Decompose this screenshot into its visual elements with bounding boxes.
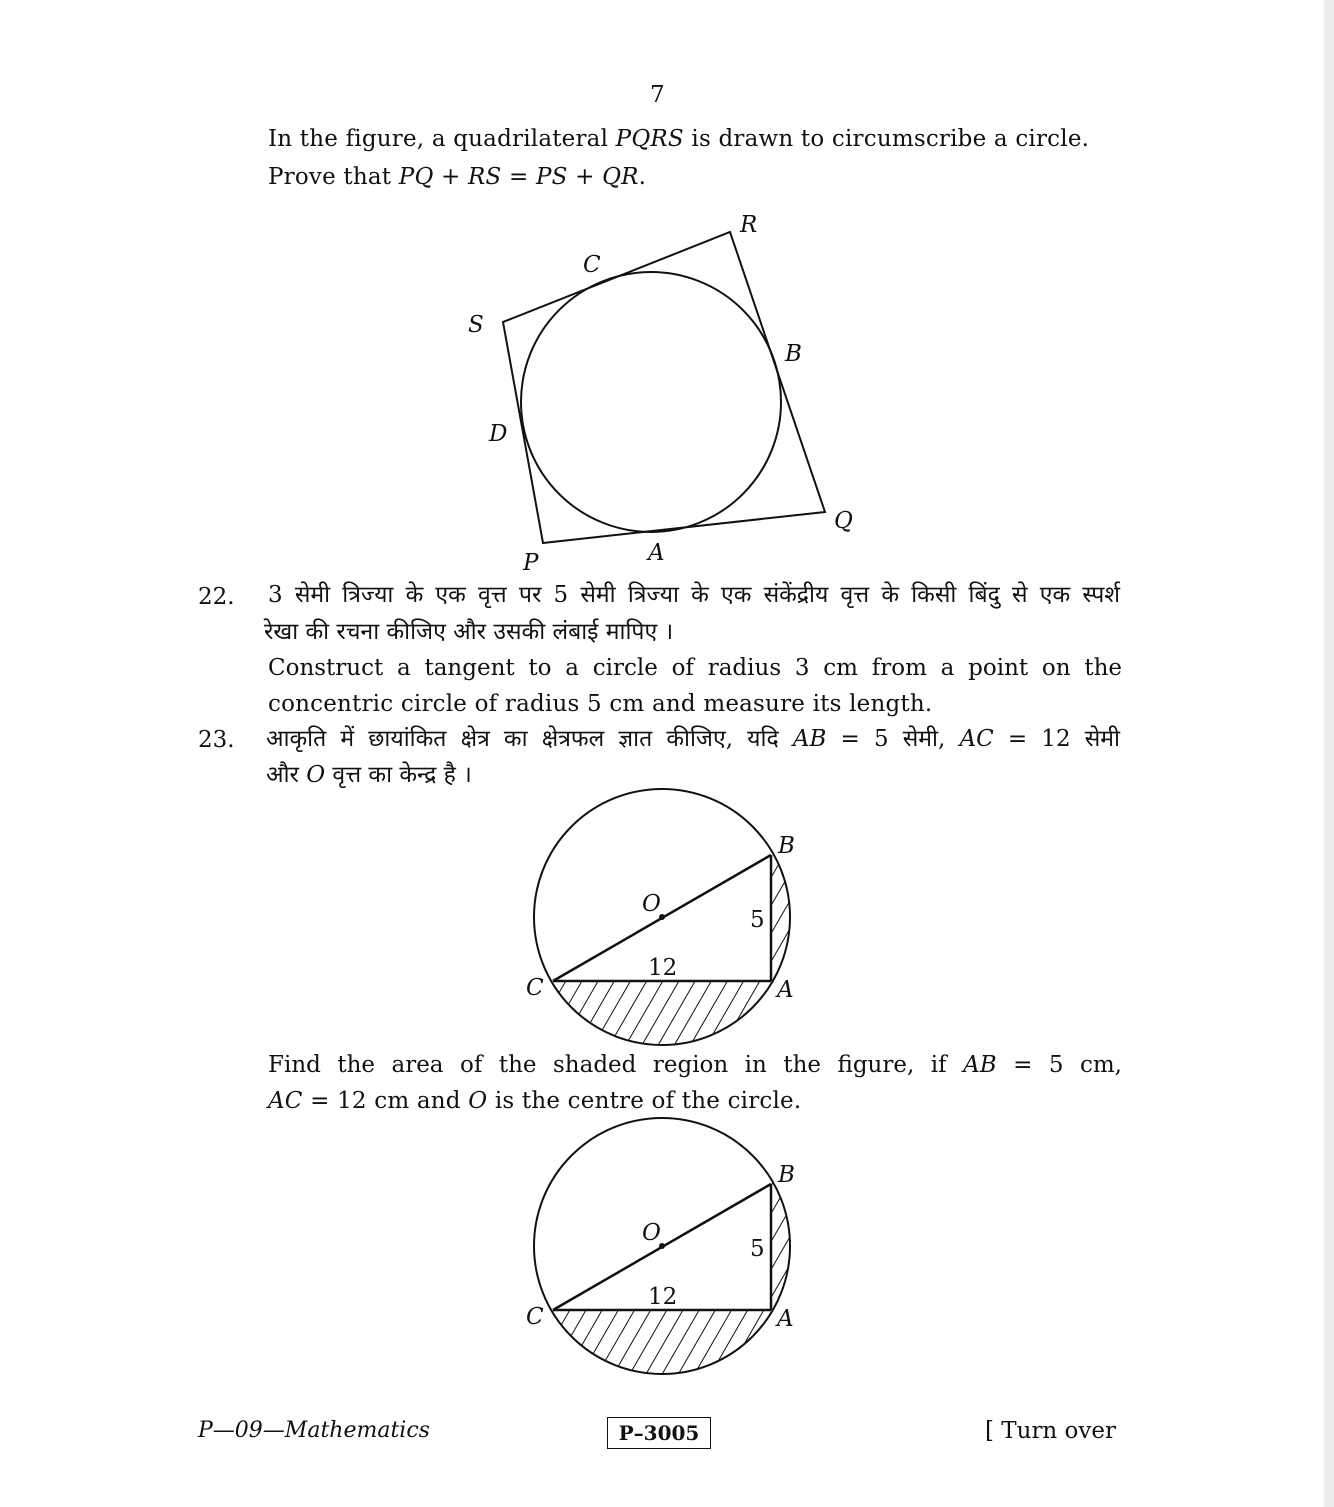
label-12: 12	[648, 955, 678, 981]
label-P: P	[523, 550, 539, 576]
footer-paper-code: P–3005	[607, 1417, 711, 1449]
label-O: O	[642, 891, 661, 917]
label-S: S	[468, 312, 484, 338]
label-C: C	[526, 1304, 544, 1330]
label-O: O	[642, 1220, 661, 1246]
q22-number: 22.	[198, 584, 235, 610]
label-Q: Q	[834, 508, 853, 534]
label-B: B	[778, 833, 795, 859]
q23-number: 23.	[198, 727, 235, 753]
label-12: 12	[648, 1284, 678, 1310]
q21-line2: Prove that PQ + RS = PS + QR.	[268, 164, 647, 190]
q22-english-line1: Construct a tangent to a circle of radius 3 cm from a point on the	[268, 655, 1122, 681]
label-D: D	[489, 421, 508, 447]
q22-hindi-line2: रेखा की रचना कीजिए और उसकी लंबाई मापिए ।	[264, 619, 674, 645]
q23-hindi-line1: आकृति में छायांकित क्षेत्र का क्षेत्रफल ज्ञात कीजिए, यदि AB = 5 सेमी, AC = 12 सेमी	[266, 726, 1120, 752]
label-C: C	[526, 975, 544, 1001]
q21-line1: In the figure, a quadrilateral PQRS is drawn to circumscribe a circle.	[268, 126, 1090, 152]
shaded-segment-bottom	[530, 1310, 800, 1390]
label-5: 5	[750, 907, 765, 933]
page-number: 7	[650, 82, 665, 108]
label-R: R	[740, 212, 758, 238]
label-5: 5	[750, 1236, 765, 1262]
shaded-segment-right	[771, 1179, 801, 1311]
footer-subject: P—09—Mathematics	[198, 1418, 430, 1443]
q23-english-line1: Find the area of the shaded region in the figure, if AB = 5 cm,	[268, 1052, 1122, 1078]
q22-hindi-line1: 3 सेमी त्रिज्या के एक वृत्त पर 5 सेमी त्रिज्या के एक संकेंद्रीय वृत्त के किसी बिंदु से एक स्पर्श	[268, 582, 1120, 608]
label-A: A	[777, 977, 794, 1003]
label-A: A	[648, 540, 665, 566]
label-C: C	[583, 252, 601, 278]
q22-english-line2: concentric circle of radius 5 cm and measure its length.	[268, 691, 933, 717]
q23-english-line2: AC = 12 cm and O is the centre of the circle.	[268, 1088, 802, 1114]
label-B: B	[778, 1162, 795, 1188]
label-B: B	[785, 341, 802, 367]
q23-hindi-line2: और O वृत्त का केन्द्र है ।	[266, 762, 472, 788]
label-A: A	[777, 1306, 794, 1332]
footer-turn-over: [ Turn over	[985, 1418, 1117, 1444]
